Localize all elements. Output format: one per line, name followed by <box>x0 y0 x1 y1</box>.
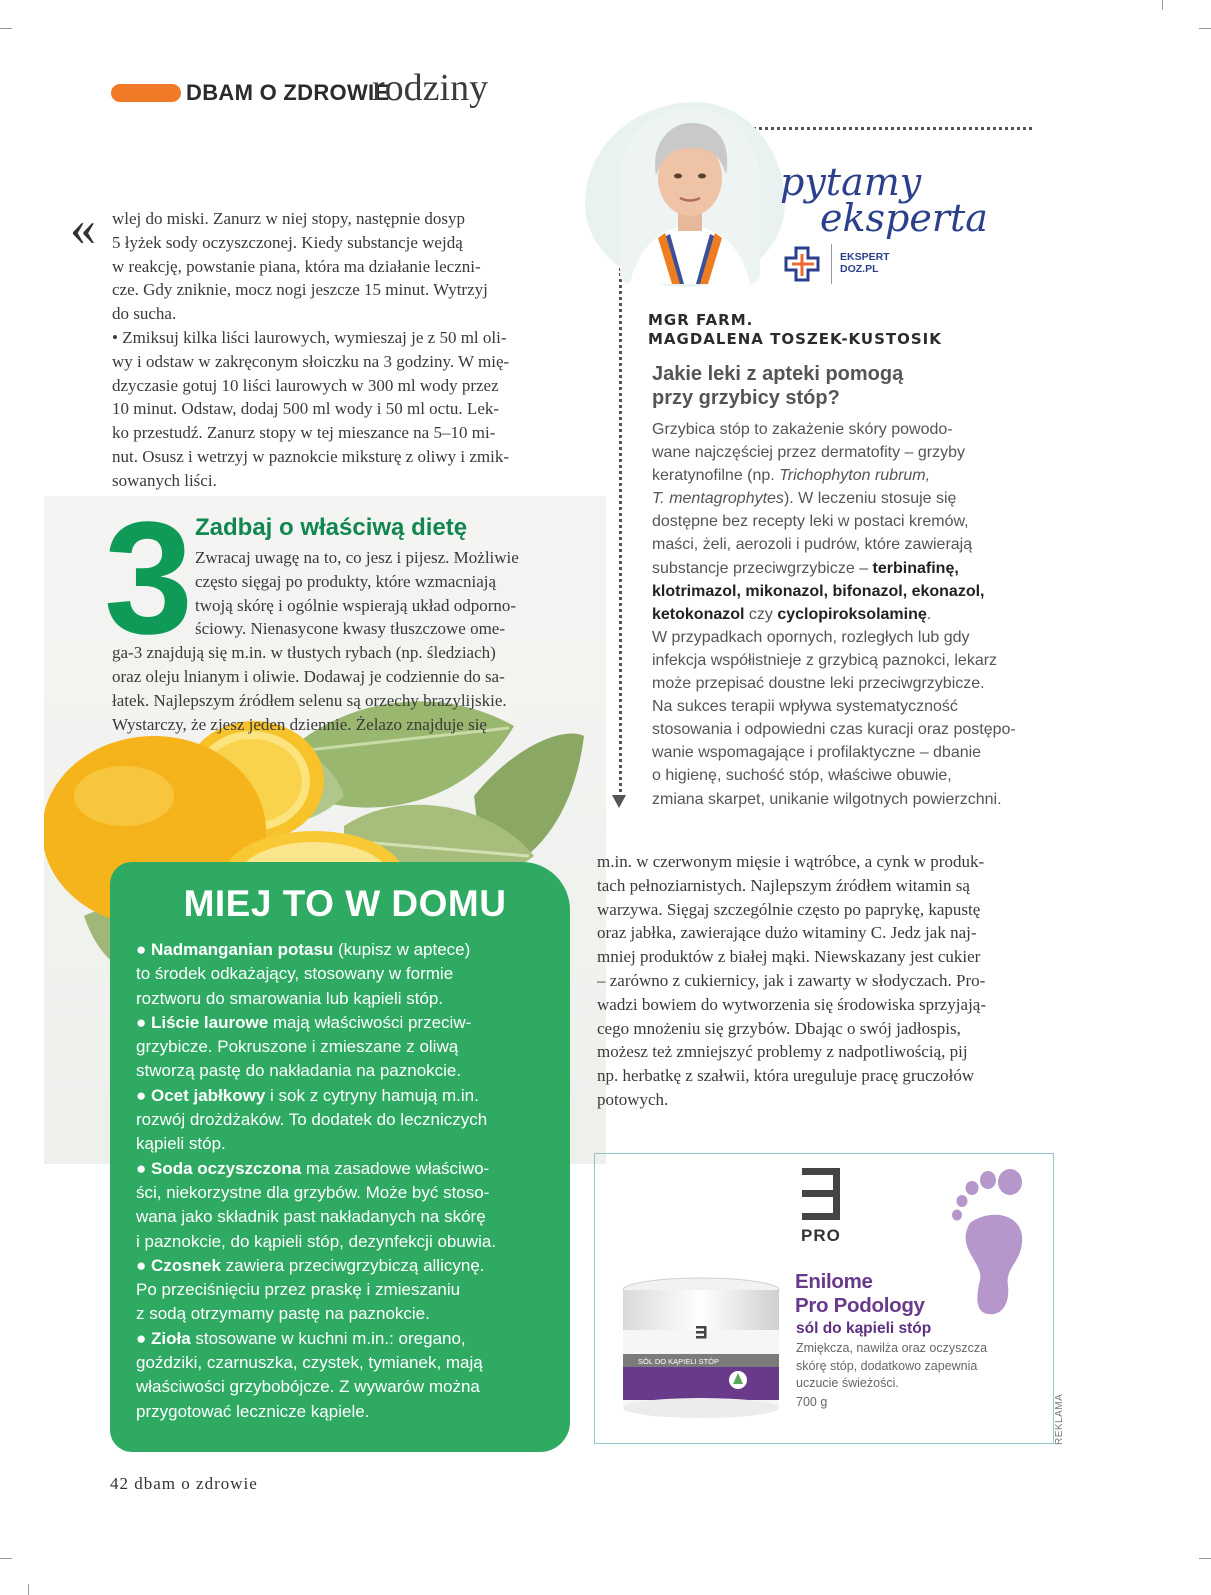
answer-segment: ). W leczeniu stosuje się <box>783 490 957 508</box>
crop-mark <box>1199 1558 1211 1559</box>
ad-label: REKLAMA <box>1054 1393 1065 1445</box>
tip-text: goździki, czarnuszka, czystek, tymianek, mają <box>136 1353 483 1373</box>
answer-segment: W przypadkach opornych, rozległych lub gdy <box>652 628 970 646</box>
text-line: m.in. w czerwonym mięsie i wątróbce, a cynk w produk- <box>597 852 985 871</box>
answer-line <box>652 557 1052 580</box>
text-line: np. herbatkę z szałwii, która ureguluje pracę gruczołów <box>597 1066 975 1086</box>
section-body <box>112 546 582 736</box>
enilome-e-logo-icon <box>800 1166 842 1222</box>
tip-line <box>136 1132 566 1156</box>
doz-cross-logo-icon <box>782 246 826 282</box>
tip-text: i paznokcie, do kąpieli stóp, dezynfekcji obuwia. <box>136 1231 497 1251</box>
answer-line <box>652 464 1052 487</box>
jar-label: SÓL DO KĄPIELI STÓP <box>638 1357 719 1366</box>
tip-text: Po przeciśnięciu przez praskę i zmieszaniu <box>136 1280 461 1300</box>
crop-mark <box>1162 0 1163 10</box>
tip-line <box>136 1278 566 1302</box>
answer-segment: terbinafinę, <box>872 559 959 577</box>
crop-mark <box>0 1558 12 1559</box>
text-line: 10 minut. Odstaw, dodaj 500 ml wody i 50 ml octu. Lek- <box>112 399 500 419</box>
dotted-divider-vertical <box>619 268 622 798</box>
tips-box-text <box>136 938 566 1424</box>
text-line: sowanych liści. <box>112 470 217 490</box>
ad-description <box>796 1340 987 1393</box>
tip-keyword: ● Ocet jabłkowy <box>136 1085 266 1105</box>
answer-line <box>652 695 1052 718</box>
text-line: ko przestudź. Zanurz stopy w tej mieszance na 5–10 mi- <box>112 423 496 443</box>
section-number: 3 <box>104 488 193 667</box>
answer-line <box>652 487 1052 510</box>
tip-text: ści, niekorzystne dla grzybów. Może być stoso- <box>136 1182 490 1202</box>
answer-segment: T. mentagrophytes <box>652 490 784 508</box>
answer-segment: Grzybica stóp to zakażenie skóry powodo- <box>652 421 953 438</box>
answer-segment: klotrimazol, mikonazol, bifonazol, ekonazol, <box>652 582 985 600</box>
ad-logo-text: PRO <box>801 1226 841 1245</box>
tip-text: (kupisz w aptece) <box>333 940 471 959</box>
text-line: łatek. Najlepszym źródłem selenu są orzechy brazylijskie. <box>112 690 507 710</box>
page-footer: 42 dbam o zdrowie <box>110 1474 258 1493</box>
header-accent-bar <box>111 84 181 102</box>
answer-line <box>652 510 1052 533</box>
text-line: możesz też zmniejszyć problemy z nadpotliwością, pij <box>597 1042 968 1062</box>
answer-segment: stosowania i odpowiedni czas kuracji oraz postępo- <box>652 721 1016 739</box>
tip-line <box>136 1327 566 1351</box>
tip-line <box>136 1181 566 1205</box>
tip-text: rozwój drożdżaków. To dodatek do leczniczych <box>136 1110 488 1130</box>
text-line: ga-3 znajdują się m.in. w tłustych rybach (np. śledziach) <box>112 643 496 663</box>
tip-text: przygotować lecznicze kąpiele. <box>136 1401 370 1421</box>
tip-line <box>136 1035 566 1059</box>
tip-text: stosowane w kuchni m.in.: oregano, <box>190 1328 466 1348</box>
answer-segment: maści, żeli, aerozoli i pudrów, które zawierają <box>652 536 973 554</box>
tip-line <box>136 1157 566 1181</box>
tip-line <box>136 1230 566 1254</box>
dotted-divider <box>742 127 1032 130</box>
answer-line <box>652 626 1052 649</box>
tip-text: właściwości grzybobójcze. Z wywarów można <box>136 1377 480 1397</box>
answer-segment: ketokonazol <box>652 605 745 623</box>
tip-text: z sodą otrzymamy pastę na paznokcie. <box>136 1304 430 1324</box>
text-line: 5 łyżek sody oczyszczonej. Kiedy substancje wejdą <box>112 232 463 252</box>
tip-text: mają właściwości przeciw- <box>268 1012 472 1032</box>
crop-mark <box>28 1584 29 1595</box>
expert-answer <box>652 418 1052 811</box>
tip-line <box>136 1011 566 1035</box>
tip-text: stworzą pastę do nakładania na paznokcie. <box>136 1061 462 1081</box>
text-line: oraz oleju lnianym i oliwie. Dodawaj je codziennie do sa- <box>112 666 505 686</box>
tip-text: ma zasadowe właściwo- <box>301 1158 490 1178</box>
answer-line <box>652 788 1052 811</box>
text-line: Zwracaj uwagę na to, co jesz i pijesz. Możliwie <box>195 548 519 567</box>
ad-product: sól do kąpieli stóp <box>796 1320 932 1337</box>
foot-icon <box>950 1168 1030 1318</box>
doz-logo-text: EKSPERT DOZ.PL <box>840 251 890 275</box>
answer-line <box>652 418 1052 441</box>
text-line: cze. Gdy zniknie, mocz nogi jeszcze 15 minut. Wytrzyj <box>112 280 488 300</box>
tip-line <box>136 962 566 986</box>
article-text-continued <box>112 207 572 493</box>
crop-mark <box>1199 28 1211 29</box>
continuation-quote-mark: « <box>70 200 96 257</box>
tip-keyword: ● Soda oczyszczona <box>136 1158 302 1178</box>
text-line: • Zmiksuj kilka liści laurowych, wymieszaj je z 50 ml oli- <box>112 327 507 347</box>
ad-brand: Enilome Pro Podology <box>795 1270 925 1317</box>
answer-segment: może przepisać doustne leki przeciwgrzybicze. <box>652 675 985 693</box>
answer-segment: Trichophyton rubrum, <box>779 467 931 485</box>
section-word: rodziny <box>372 67 489 109</box>
text-line: mniej produktów z białej mąki. Niewskazany jest cukier <box>597 947 981 967</box>
text-line: skórę stóp, dodatkowo zapewnia <box>796 1358 978 1373</box>
arrow-down-icon <box>612 795 626 808</box>
text-line: twoją skórę i ogólnie wspierają układ odporno- <box>195 595 517 615</box>
text-line: Wystarczy, że zjesz jeden dziennie. Żelazo znajduje się <box>112 714 487 734</box>
tips-box-title: MIEJ TO W DOMU <box>183 883 507 924</box>
answer-segment: . <box>926 605 932 623</box>
answer-segment: o higienę, suchość stóp, właściwe obuwie, <box>652 767 952 785</box>
text-line: potowych. <box>597 1089 669 1109</box>
text-line: wlej do miski. Zanurz w niej stopy, następnie dosyp <box>112 209 466 228</box>
tip-line <box>136 1205 566 1229</box>
answer-segment: cyclopiroksolaminę <box>777 605 927 623</box>
answer-segment: infekcja współistnieje z grzybicą paznokci, lekarz <box>652 651 998 669</box>
ad-weight: 700 g <box>796 1395 828 1409</box>
expert-heading-line2: eksperta <box>820 196 988 240</box>
answer-segment: zmiana skarpet, unikanie wilgotnych powierzchni. <box>652 790 1002 808</box>
answer-segment: keratynofilne (np. <box>652 467 780 485</box>
answer-segment: wane najczęściej przez dermatofity – grzyby <box>652 444 966 462</box>
text-line: dzyczasie gotuj 10 liści laurowych w 300 ml wody przez <box>112 375 499 395</box>
tip-keyword: ● Czosnek <box>136 1255 221 1275</box>
text-line: cego mnożeniu się grzybów. Dbając o swój jadłospis, <box>597 1018 961 1038</box>
answer-segment: substancje przeciwgrzybicze – <box>652 559 873 577</box>
text-line: wadzi bowiem do wytworzenia się środowiska sprzyjają- <box>597 994 986 1014</box>
text-line: warzywa. Sięgaj szczególnie często po paprykę, kapustę <box>597 899 981 919</box>
answer-segment: czy <box>744 605 778 623</box>
crop-mark <box>0 28 12 29</box>
text-line: w reakcję, powstanie piana, która ma działanie leczni- <box>112 256 481 276</box>
tip-line <box>136 1302 566 1326</box>
text-line: uczucie świeżości. <box>796 1376 899 1390</box>
expert-name: MGR FARM. MAGDALENA TOSZEK-KUSTOSIK <box>648 311 942 348</box>
tip-text: grzybicze. Pokruszone i zmieszane z oliwą <box>136 1037 459 1057</box>
tip-text: i sok z cytryny hamują m.in. <box>265 1085 479 1105</box>
expert-heading-line1: pytamy <box>780 160 922 204</box>
tip-line <box>136 938 566 962</box>
tip-line <box>136 987 566 1011</box>
article-text-continued-2 <box>597 850 1057 1112</box>
answer-segment: dostępne bez recepty leki w postaci kremów, <box>652 513 969 531</box>
tip-keyword: ● Nadmanganian potasu <box>136 940 334 959</box>
answer-line <box>652 741 1052 764</box>
section-heading: Zadbaj o właściwą dietę <box>195 514 468 541</box>
tip-line <box>136 1400 566 1424</box>
tip-line <box>136 1254 566 1278</box>
text-line: ściowy. Nienasycone kwasy tłuszczowe ome- <box>195 619 505 639</box>
answer-line <box>652 672 1052 695</box>
expert-question: Jakie leki z apteki pomogą przy grzybicy stóp? <box>652 363 904 409</box>
tip-text: roztworu do smarowania lub kąpieli stóp. <box>136 988 444 1008</box>
section-label: DBAM O ZDROWIE <box>186 80 390 105</box>
tip-line <box>136 1059 566 1083</box>
text-line: wy i odstaw w zakręconym słoiczku na 3 godziny. W mię- <box>112 351 510 371</box>
answer-segment: Na sukces terapii wpływa systematyczność <box>652 698 958 716</box>
tip-text: to środek odkażający, stosowany w formie <box>136 964 454 984</box>
tip-line <box>136 1375 566 1399</box>
logo-separator <box>831 244 832 284</box>
text-line: oraz jabłka, zawierające dużo witaminy C. Jedz jak naj- <box>597 923 977 943</box>
tip-text: wana jako składnik past nakładanych na skórę <box>136 1207 486 1227</box>
answer-segment: wanie wspomagające i profilaktyczne – dbanie <box>652 744 982 762</box>
tip-line <box>136 1084 566 1108</box>
answer-line <box>652 580 1052 603</box>
answer-line <box>652 764 1052 787</box>
tip-text: zawiera przeciwgrzybiczą allicynę. <box>220 1255 485 1275</box>
tip-line <box>136 1351 566 1375</box>
answer-line <box>652 649 1052 672</box>
text-line: często sięgaj po produkty, które wzmacniają <box>195 571 497 591</box>
product-jar <box>620 1276 782 1421</box>
text-line: Zmiękcza, nawilża oraz oczyszcza <box>796 1341 988 1355</box>
answer-line <box>652 533 1052 556</box>
answer-line <box>652 718 1052 741</box>
answer-line <box>652 603 1052 626</box>
expert-portrait <box>620 108 760 284</box>
answer-line <box>652 441 1052 464</box>
tip-keyword: ● Zioła <box>136 1328 191 1348</box>
text-line: – zarówno z cukiernicy, jak i zawarty w słodyczach. Pro- <box>597 970 986 990</box>
tip-text: kąpieli stóp. <box>136 1134 226 1154</box>
text-line: do sucha. <box>112 304 177 324</box>
tip-keyword: ● Liście laurowe <box>136 1012 269 1032</box>
tip-line <box>136 1108 566 1132</box>
text-line: nut. Osusz i wetrzyj w paznokcie miksturę z oliwy i zmik- <box>112 446 510 466</box>
text-line: tach pełnoziarnistych. Najlepszym źródłem witamin są <box>597 875 970 895</box>
